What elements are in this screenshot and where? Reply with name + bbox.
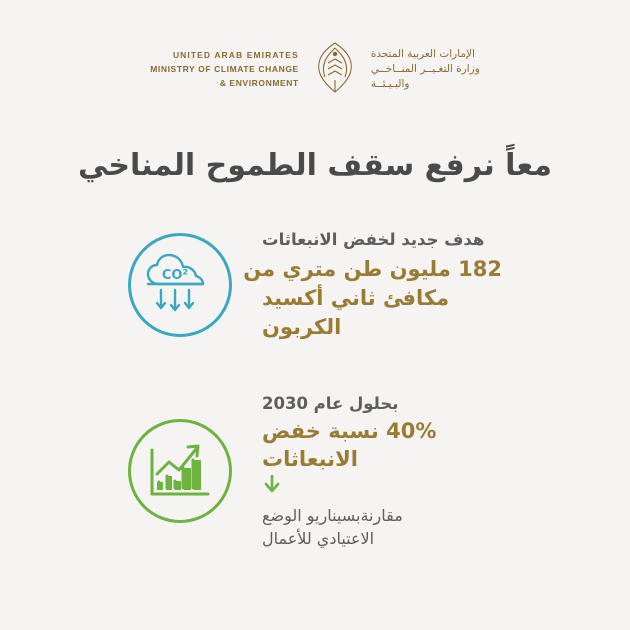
emissions-target-line-1: 182 مليون طن متري من xyxy=(243,257,502,282)
logo-ar-line-3: والبـيـئــة xyxy=(370,77,410,90)
emissions-target-block xyxy=(0,228,630,342)
down-arrow-icon xyxy=(262,474,502,498)
emissions-target-text xyxy=(243,228,502,342)
reduction-2030-text xyxy=(262,392,502,550)
reduction-2030-line-1: 40% نسبة خفض xyxy=(262,419,437,444)
reduction-2030-block xyxy=(0,392,630,550)
logo-en-line-3: & ENVIRONMENT xyxy=(219,78,299,88)
emissions-target-line-2: مكافئ ثاني أكسيد xyxy=(262,286,450,311)
logo-ar-line-1: الإمارات العربية المتحدة xyxy=(370,47,475,60)
co2-icon-label: CO² xyxy=(161,268,189,284)
logo-en-line-2: MINISTRY OF CLIMATE CHANGE xyxy=(150,64,299,74)
emissions-target-line-3: الكربون xyxy=(262,315,342,340)
reduction-2030-line-2: الانبعاثات xyxy=(262,446,358,471)
logo-en-line-1: UNITED ARAB EMIRATES xyxy=(172,50,299,60)
reduction-2030-footer-line-2: الاعتيادي للأعمال xyxy=(262,528,375,548)
logo-arabic-text xyxy=(359,47,480,92)
uae-falcon-emblem-icon xyxy=(311,40,359,98)
bar-chart-growth-icon xyxy=(128,419,232,523)
co2-cloud-icon xyxy=(128,233,232,337)
ministry-logo xyxy=(0,40,630,98)
logo-english-text xyxy=(150,48,311,90)
reduction-2030-footer xyxy=(262,504,502,550)
reduction-2030-intro: بحلول عام 2030 xyxy=(262,394,399,413)
reduction-2030-footer-line-1: مقارنةبسيناريو الوضع xyxy=(262,505,403,525)
logo-ar-line-2: وزارة التغـيــر المنــاخــي xyxy=(370,62,480,75)
page-title: معاً نرفع سقف الطموح المناخي xyxy=(78,148,552,183)
emissions-target-intro: هدف جديد لخفض الانبعاثات xyxy=(262,230,485,249)
